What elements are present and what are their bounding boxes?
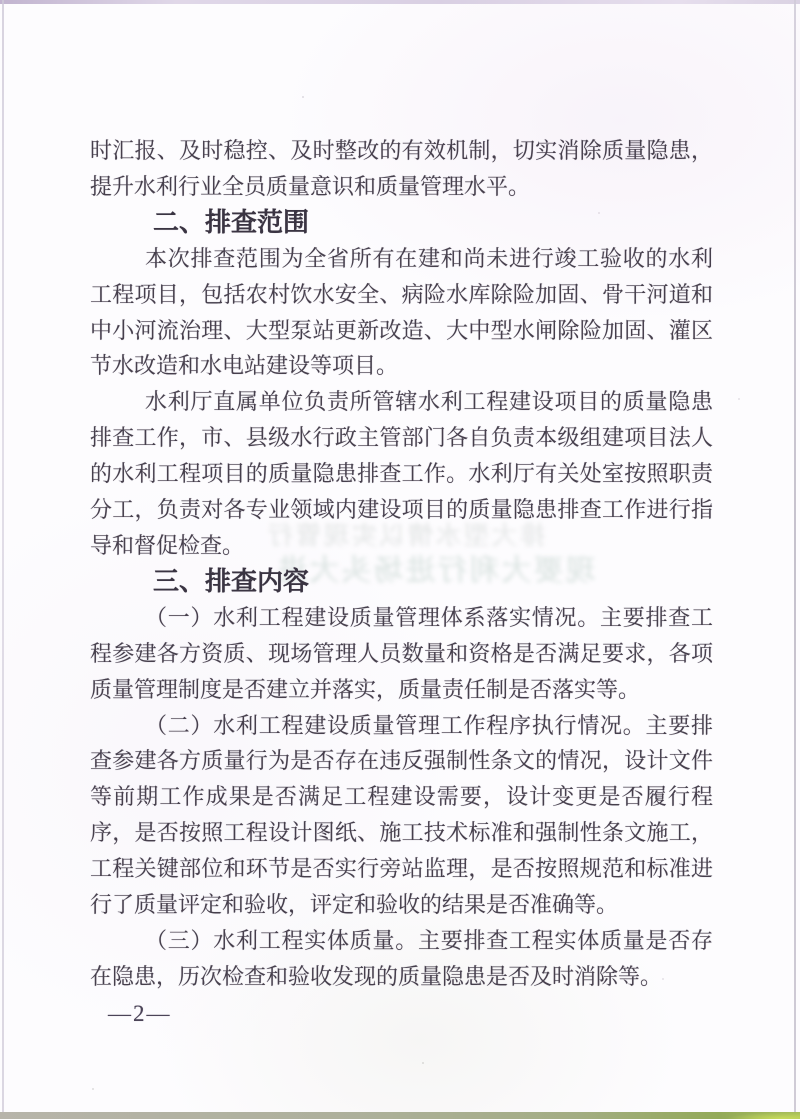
paragraph: （三）水利工程实体质量。主要排查工程实体质量是否存在隐患，历次检查和验收发现的质量隐患是否及时消除等。 bbox=[90, 927, 713, 989]
paragraph: （一）水利工程建设质量管理体系落实情况。主要排查工程参建各方资质、现场管理人员数量和资格是否满足要求，各项质量管理制度是否建立并落实，质量责任制是否落实等。 bbox=[90, 604, 713, 702]
scan-edge-left bbox=[2, 0, 4, 1119]
paragraph: 本次排查范围为全省所有在建和尚未进行竣工验收的水利工程项目，包括农村饮水安全、病险水库除险加固、骨干河道和中小河流治理、大型泵站更新改造、大中型水闸除险加固、灌区节水改造和水电站建设等项目。 bbox=[90, 245, 713, 379]
paragraph: 时汇报、及时稳控、及时整改的有效机制，切实消除质量隐患，提升水利行业全员质量意识和质量管理水平。 bbox=[90, 138, 713, 199]
scan-noise-speckles bbox=[0, 0, 2, 2]
scan-edge-bottom bbox=[0, 1112, 800, 1119]
scan-edge-top bbox=[0, 0, 800, 4]
paragraph: 水利厅直属单位负责所管辖水利工程建设项目的质量隐患排查工作，市、县级水行政主管部门各自负责本级组建项目法人的水利工程项目的质量隐患排查工作。水利厅有关处室按照职责分工，负责对各专业领域内建设项目的质量隐患排查工作进行指导和督促检查。 bbox=[90, 389, 713, 558]
paragraph: （二）水利工程建设质量管理工作程序执行情况。主要排查参建各方质量行为是否存在违反强制性条文的情况，设计文件等前期工作成果是否满足工程建设需要，设计变更是否履行程序，是否按照工程设计图纸、施工技术标准和强制性条文施工，工程关键部位和环节是否实行旁站监理，是否按照规范和标准进行了质量评定和验收，评定和验收的结果是否准确等。 bbox=[90, 712, 713, 918]
scan-edge-corner-glow bbox=[710, 1112, 800, 1119]
section-heading: 三、排查内容 bbox=[153, 565, 310, 596]
ink-bleedthrough-artifact: 现要大利行进场头大进 bbox=[275, 555, 596, 587]
scan-edge-right bbox=[794, 0, 796, 1119]
ink-bleedthrough-artifact: 排大型水情以实现管行 bbox=[265, 522, 546, 550]
page-number: —2— bbox=[108, 1001, 172, 1026]
section-heading: 二、排查范围 bbox=[153, 206, 310, 237]
document-text-column bbox=[90, 133, 713, 995]
